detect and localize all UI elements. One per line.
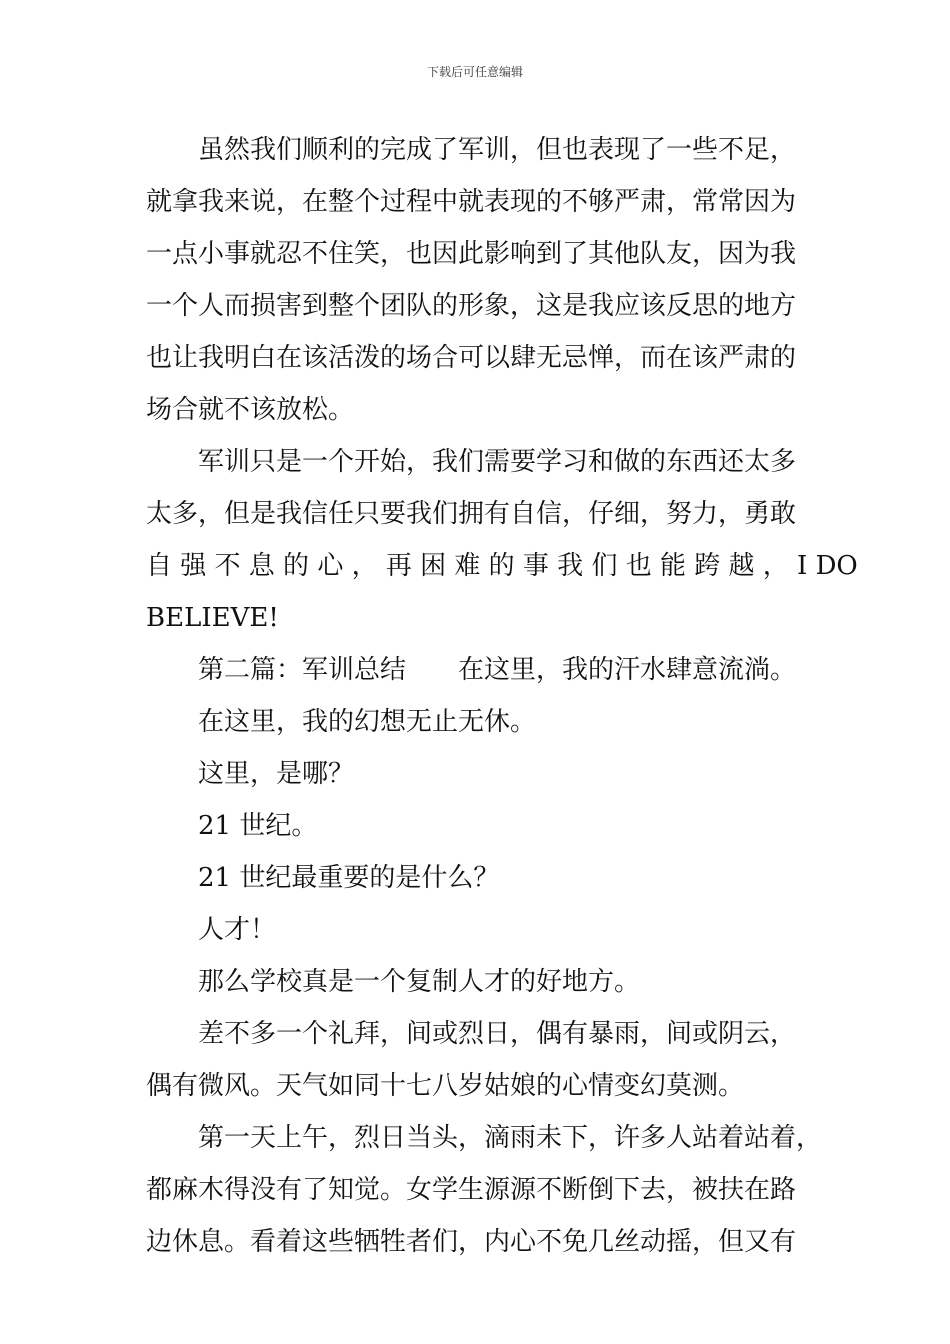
paragraph: [146, 1112, 823, 1268]
text-line: 偶有微风。天气如同十七八岁姑娘的心情变幻莫测。: [146, 1071, 745, 1101]
text-line: 一点小事就忍不住笑，也因此影响到了其他队友，因为我: [146, 239, 797, 269]
text-line: 这里，是哪？: [198, 759, 355, 789]
text-line: 那么学校真是一个复制人才的好地方。: [198, 967, 641, 997]
paragraph: [146, 124, 810, 436]
paragraph: [146, 1008, 810, 1112]
text-line: 边休息。看着这些牺牲者们，内心不免几丝动摇，但又有: [146, 1227, 797, 1257]
section-title: 第二篇：军训总结: [198, 655, 407, 685]
page-header: 下载后可任意编辑: [426, 65, 523, 79]
document-body: [146, 124, 858, 1268]
text-line: BELIEVE!: [146, 603, 279, 633]
text-line: 自 强 不 息 的 心 ， 再 困 难 的 事 我 们 也 能 跨 越 ， I DO: [146, 551, 858, 581]
text-line: 也让我明白在该活泼的场合可以肆无忌惮，而在该严肃的: [146, 343, 797, 373]
paragraph: [146, 436, 858, 644]
text-line: 在这里，我的幻想无止无休。: [198, 707, 537, 737]
text-line: 都麻木得没有了知觉。女学生源源不断倒下去，被扶在路: [146, 1175, 797, 1205]
text-line: 差不多一个礼拜，间或烈日，偶有暴雨，间或阴云，: [198, 1019, 797, 1049]
text-line: 场合就不该放松。: [146, 395, 355, 425]
text-line: 太多，但是我信任只要我们拥有自信，仔细，努力，勇敢: [146, 499, 797, 529]
text-line: 虽然我们顺利的完成了军训，但也表现了一些不足，: [198, 135, 797, 165]
section-heading-line: [146, 644, 810, 696]
text-line: 就拿我来说，在整个过程中就表现的不够严肃，常常因为: [146, 187, 797, 217]
text-line: 21 世纪最重要的是什么？: [198, 863, 500, 893]
text-line: 21 世纪。: [198, 811, 318, 841]
text-line: 第一天上午，烈日当头，滴雨未下，许多人站着站着，: [198, 1123, 823, 1153]
text-line: 军训只是一个开始，我们需要学习和做的东西还太多: [198, 447, 797, 477]
text-line: 人才！: [198, 915, 277, 945]
section-first-sentence: 在这里，我的汗水肆意流淌。: [458, 655, 797, 685]
text-line: 一个人而损害到整个团队的形象，这是我应该反思的地方: [146, 291, 797, 321]
